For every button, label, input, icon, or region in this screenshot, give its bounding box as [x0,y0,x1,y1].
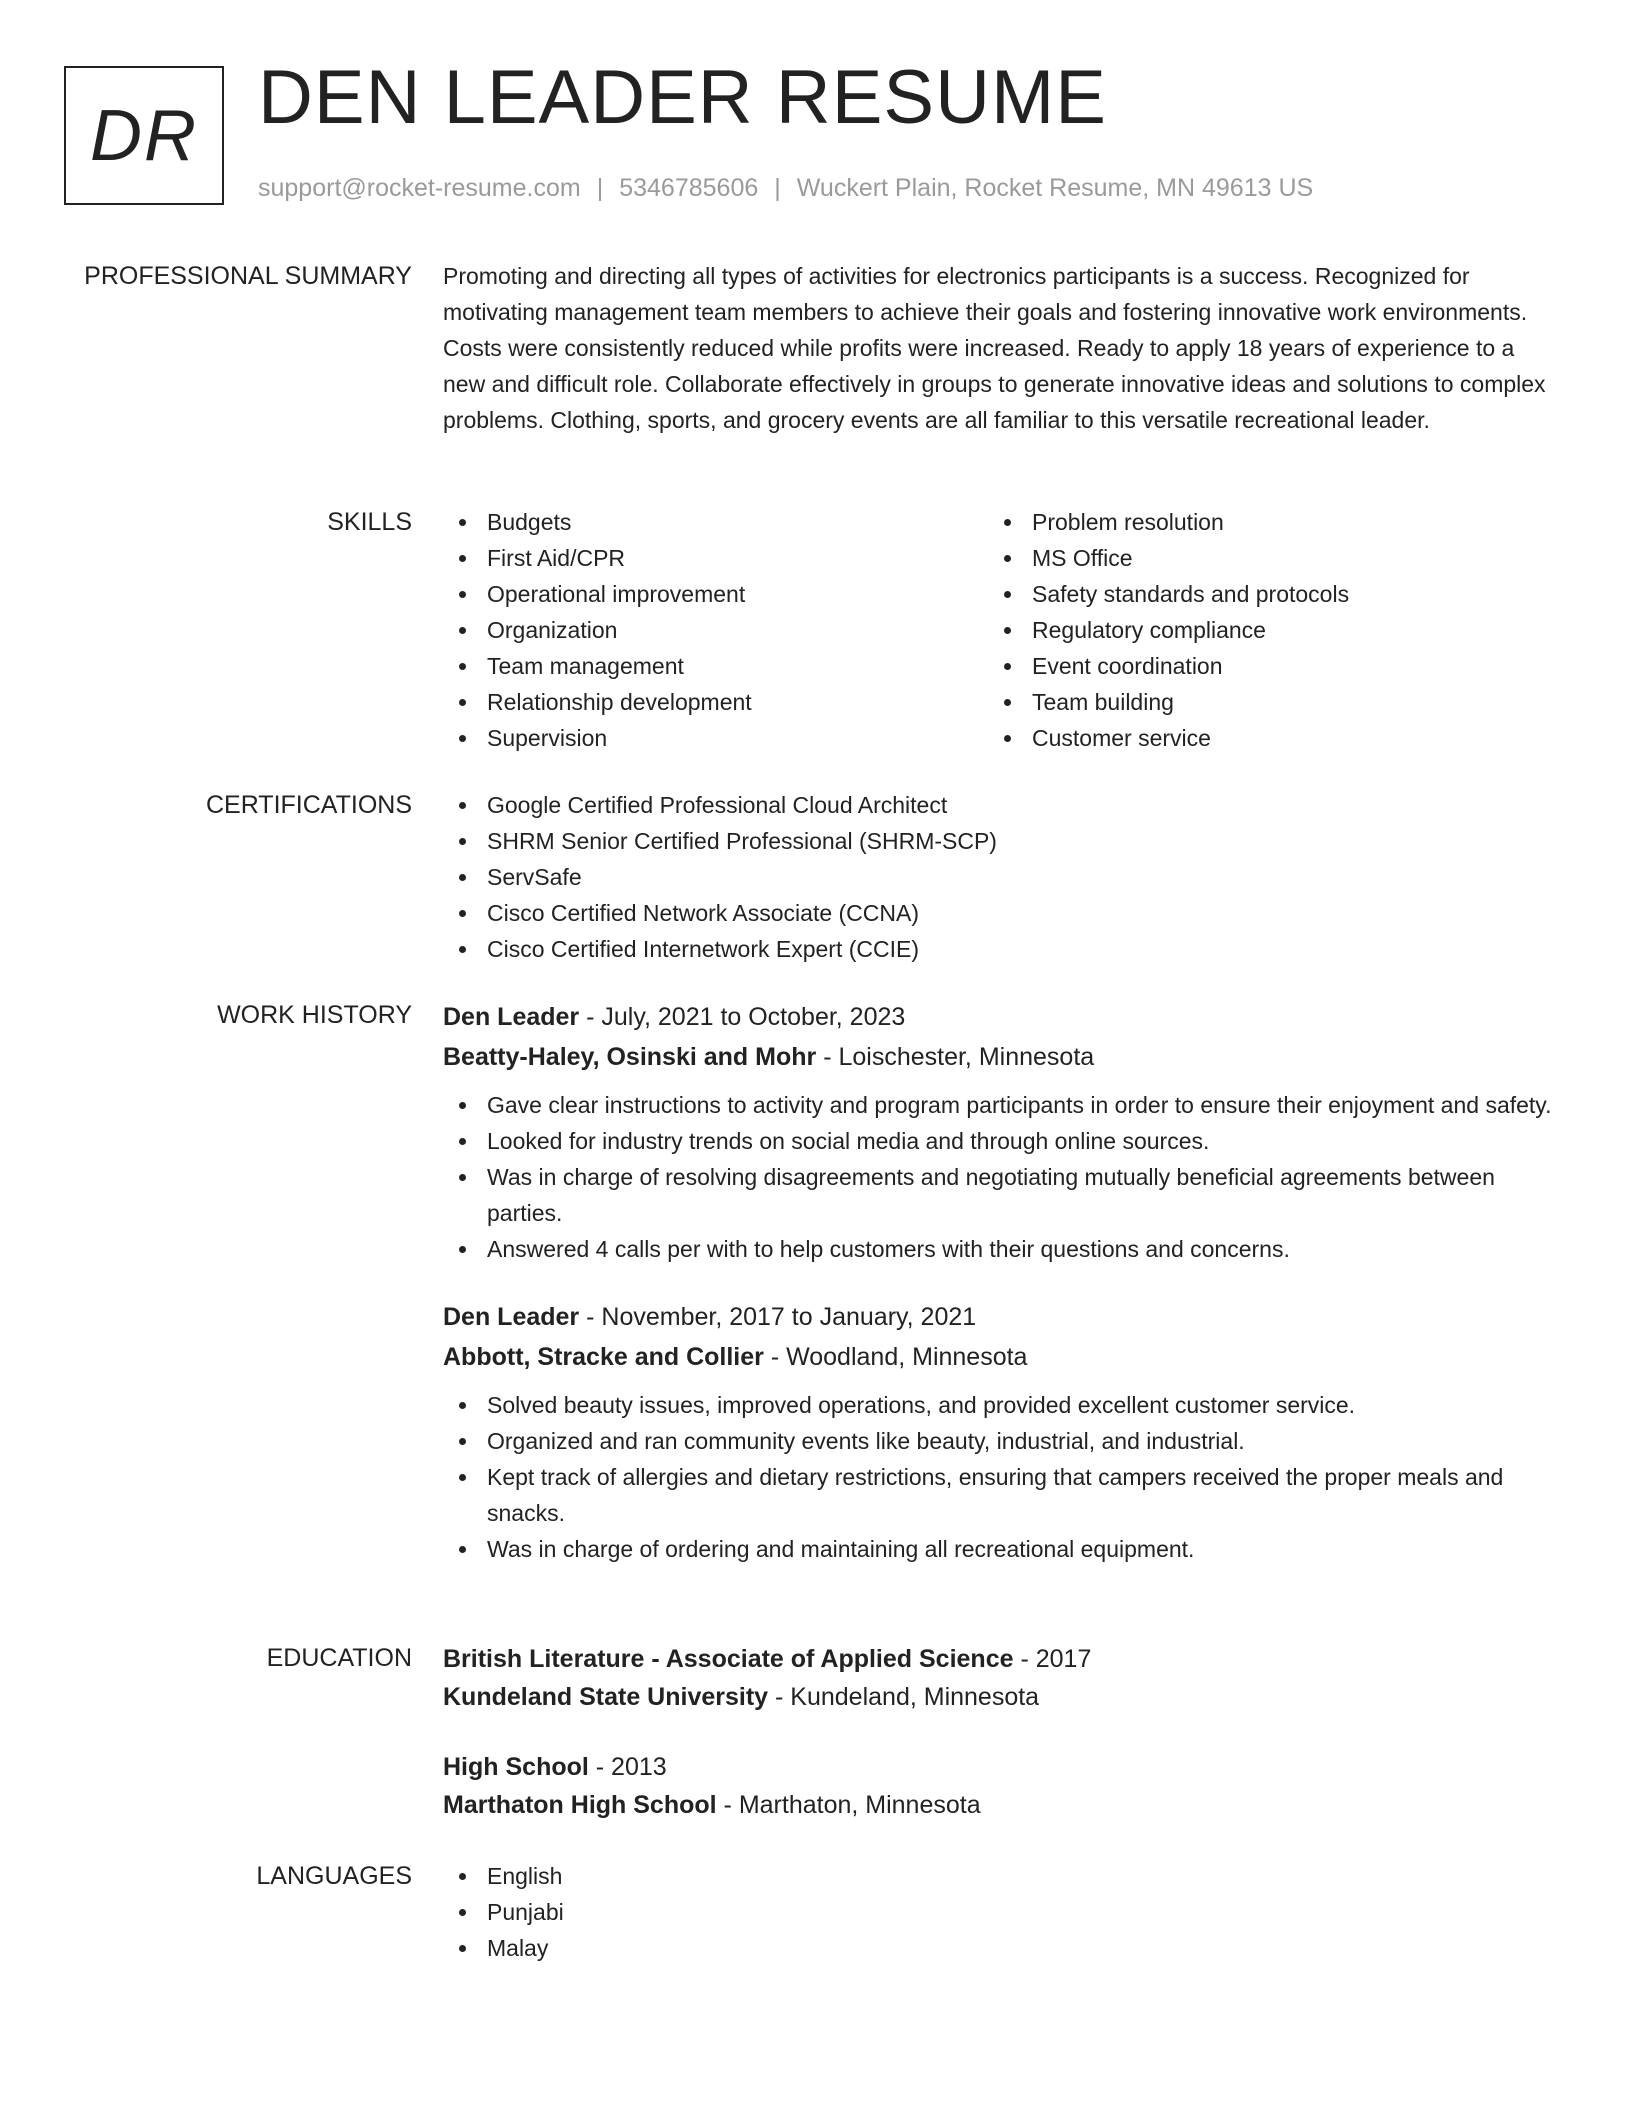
certifications-heading: CERTIFICATIONS [205,791,412,819]
monogram-box [64,66,224,205]
skills-list-right [988,504,1533,756]
job-location: - Loischester, Minnesota [816,1043,1095,1071]
education-school-line [443,1786,1553,1824]
list-item: Budgets [443,504,988,540]
education-heading: EDUCATION [266,1644,412,1672]
education-location: - Kundeland, Minnesota [768,1683,1040,1711]
list-item: Cisco Certified Internetwork Expert (CCIE) [443,931,1553,967]
work-history-body [443,997,1553,1597]
monogram-initials: DR [90,95,198,176]
job-entry [443,1297,1553,1567]
skills-body [443,504,1553,756]
job-dates: - July, 2021 to October, 2023 [579,1003,906,1031]
work-history-heading: WORK HISTORY [217,1001,412,1029]
education-body [443,1640,1553,1856]
education-school: Kundeland State University [443,1683,769,1711]
education-entry [443,1748,1553,1824]
list-item: Was in charge of ordering and maintaining all recreational equipment. [443,1531,1553,1567]
list-item: Kept track of allergies and dietary restrictions, ensuring that campers received the proper meals and snacks. [443,1459,1553,1531]
resume-title: DEN LEADER RESUME [258,55,1107,140]
skills-grid [443,504,1553,756]
education-degree: High School [443,1753,589,1781]
contact-email: support@rocket-resume.com [258,174,581,202]
skills-heading: SKILLS [327,508,412,536]
list-item: MS Office [988,540,1533,576]
list-item: Organized and ran community events like beauty, industrial, and industrial. [443,1423,1553,1459]
job-company: Beatty-Haley, Osinski and Mohr [443,1043,817,1071]
education-year: - 2013 [588,1753,667,1781]
job-entry [443,997,1553,1267]
list-item: Team management [443,648,988,684]
languages-heading: LANGUAGES [256,1862,412,1890]
job-location: - Woodland, Minnesota [763,1343,1028,1371]
list-item: Cisco Certified Network Associate (CCNA) [443,895,1553,931]
list-item: Team building [988,684,1533,720]
list-item: Safety standards and protocols [988,576,1533,612]
list-item: Customer service [988,720,1533,756]
list-item: SHRM Senior Certified Professional (SHRM-SCP) [443,823,1553,859]
list-item: Malay [443,1930,1553,1966]
job-company-line [443,1337,1553,1377]
list-item: Problem resolution [988,504,1533,540]
list-item: Answered 4 calls per with to help customers with their questions and concerns. [443,1231,1553,1267]
job-duties-list [443,1387,1553,1567]
list-item: Gave clear instructions to activity and program participants in order to ensure their enjoyment and safety. [443,1087,1553,1123]
list-item: Supervision [443,720,988,756]
skills-list-left [443,504,988,756]
languages-list [443,1858,1553,1966]
list-item: English [443,1858,1553,1894]
summary-body [443,258,1553,438]
contact-phone: 5346785606 [619,174,759,202]
contact-address: Wuckert Plain, Rocket Resume, MN 49613 US [796,174,1314,202]
education-degree-line [443,1640,1553,1678]
list-item: Google Certified Professional Cloud Architect [443,787,1553,823]
summary-text: Promoting and directing all types of activities for electronics participants is a success. Recognized for motivating management team members to achieve their goals and fostering innovative work environments. Costs were consistently reduced while profits were increased. Ready to apply 18 years of experience to a new and difficult role. Collaborate effectively in groups to generate innovative ideas and solutions to complex problems. Clothing, sports, and grocery events are all familiar to this versatile recreational leader. [443,263,1546,433]
job-title-line [443,1297,1553,1337]
education-location: - Marthaton, Minnesota [716,1791,981,1819]
contact-separator: | [774,174,781,202]
education-entry [443,1640,1553,1716]
list-item: Punjabi [443,1894,1553,1930]
education-school-line [443,1678,1553,1716]
list-item: Solved beauty issues, improved operations, and provided excellent customer service. [443,1387,1553,1423]
education-year: - 2017 [1013,1645,1092,1673]
job-title: Den Leader [443,1303,580,1331]
contact-line [258,174,1313,203]
job-dates: - November, 2017 to January, 2021 [579,1303,977,1331]
job-title: Den Leader [443,1003,580,1031]
job-title-line [443,997,1553,1037]
certifications-list [443,787,1553,967]
list-item: Looked for industry trends on social media and through online sources. [443,1123,1553,1159]
list-item: First Aid/CPR [443,540,988,576]
list-item: Operational improvement [443,576,988,612]
job-company: Abbott, Stracke and Collier [443,1343,764,1371]
languages-body [443,1858,1553,1966]
certifications-body [443,787,1553,967]
education-degree: British Literature - Associate of Applied Science [443,1645,1014,1673]
education-degree-line [443,1748,1553,1786]
education-school: Marthaton High School [443,1791,717,1819]
list-item: Relationship development [443,684,988,720]
contact-separator: | [596,174,604,202]
list-item: Was in charge of resolving disagreements and negotiating mutually beneficial agreements between parties. [443,1159,1553,1231]
list-item: Event coordination [988,648,1533,684]
job-company-line [443,1037,1553,1077]
job-duties-list [443,1087,1553,1267]
list-item: ServSafe [443,859,1553,895]
list-item: Organization [443,612,988,648]
list-item: Regulatory compliance [988,612,1533,648]
summary-heading: PROFESSIONAL SUMMARY [84,262,412,290]
